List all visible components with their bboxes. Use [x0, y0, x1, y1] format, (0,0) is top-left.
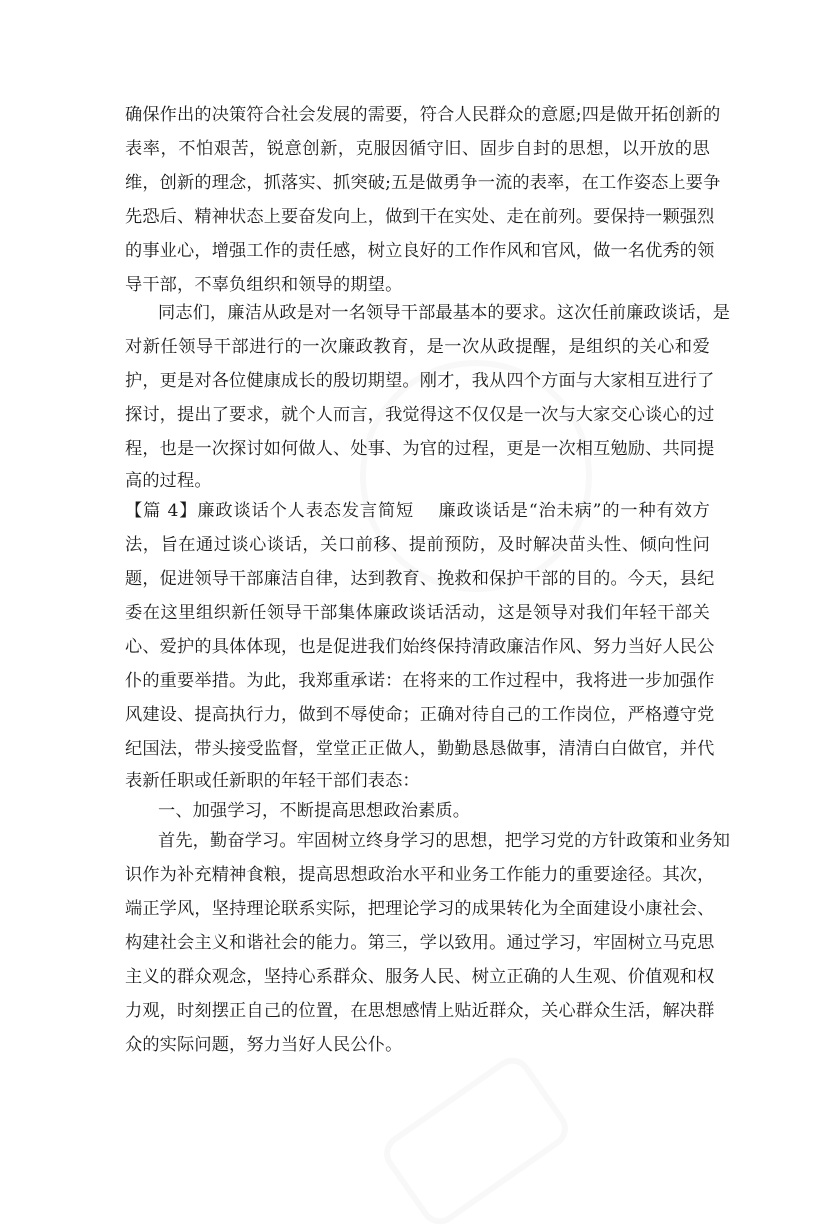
text-line: 力观，时刻摆正自己的位置，在思想感情上贴近群众，关心群众生活，解决群 [125, 1001, 715, 1021]
text-line: 端正学风，坚持理论联系实际，把理论学习的成果转化为全面建设小康社会、 [125, 899, 715, 919]
text-line: 维，创新的理念，抓落实、抓突破;五是做勇争一流的表率，在工作姿态上要争 [125, 173, 721, 193]
text-line: 同志们，廉洁从政是对一名领导干部最基本的要求。这次任前廉政谈话，是 [158, 303, 731, 323]
text-line: 心、爱护的具体体现，也是促进我们始终保持清政廉洁作风、努力当好人民公 [125, 637, 715, 657]
text-line: 众的实际问题，努力当好人民公仆。 [125, 1035, 403, 1055]
watermark-bottom [376, 1050, 575, 1232]
text-line: 先恐后、精神状态上要奋发向上，做到干在实处、走在前列。要保持一颗强烈 [125, 207, 715, 227]
text-line: 主义的群众观念，坚持心系群众、服务人民、树立正确的人生观、价值观和权 [125, 967, 715, 987]
text-line: 首先，勤奋学习。牢固树立终身学习的思想，把学习党的方针政策和业务知 [158, 831, 731, 851]
text-line: 委在这里组织新任领导干部集体廉政谈话活动，这是领导对我们年轻干部关 [125, 603, 710, 623]
text-line: 护，更是对各位健康成长的殷切期望。刚才，我从四个方面与大家相互进行了 [125, 371, 715, 391]
text-line: 高的过程。 [125, 471, 212, 491]
text-line: 确保作出的决策符合社会发展的需要，符合人民群众的意愿;四是做开拓创新的 [125, 105, 721, 125]
text-line: 表新任职或任新职的年轻干部们表态： [125, 771, 420, 791]
text-line: 程，也是一次探讨如何做人、处事、为官的过程，更是一次相互勉励、共同提 [125, 439, 715, 459]
text-line: 风建设、提高执行力，做到不辱使命；正确对待自己的工作岗位，严格遵守党 [125, 705, 715, 725]
text-line: 纪国法，带头接受监督，堂堂正正做人，勤勤恳恳做事，清清白白做官，并代 [125, 739, 715, 759]
text-line: 题，促进领导干部廉洁自律，达到教育、挽救和保护干部的目的。今天，县纪 [125, 569, 715, 589]
text-line: 对新任领导干部进行的一次廉政教育，是一次从政提醒，是组织的关心和爱 [125, 337, 710, 357]
text-line: 的事业心，增强工作的责任感，树立良好的工作作风和官风，做一名优秀的领 [125, 241, 715, 261]
text-line: 法，旨在通过谈心谈话，关口前移、提前预防，及时解决苗头性、倾向性问 [125, 535, 710, 555]
text-line: 探讨，提出了要求，就个人而言，我觉得这不仅仅是一次与大家交心谈心的过 [125, 405, 715, 425]
text-line: 识作为补充精神食粮，提高思想政治水平和业务工作能力的重要途径。其次， [125, 865, 715, 885]
text-line: 表率，不怕艰苦，锐意创新，克服因循守旧、固步自封的思想，以开放的思 [125, 139, 710, 159]
text-line: 构建社会主义和谐社会的能力。第三，学以致用。通过学习，牢固树立马克思 [125, 933, 715, 953]
subheading-line: 一、加强学习，不断提高思想政治素质。 [158, 801, 471, 821]
section-heading-line: 【篇 4】廉政谈话个人表态发言简短 廉政谈话是“治未病”的一种有效方 [125, 501, 710, 521]
text-line: 导干部，不辜负组织和领导的期望。 [125, 275, 403, 295]
text-line: 仆的重要举措。为此，我郑重承诺：在将来的工作过程中，我将进一步加强作 [125, 671, 715, 691]
